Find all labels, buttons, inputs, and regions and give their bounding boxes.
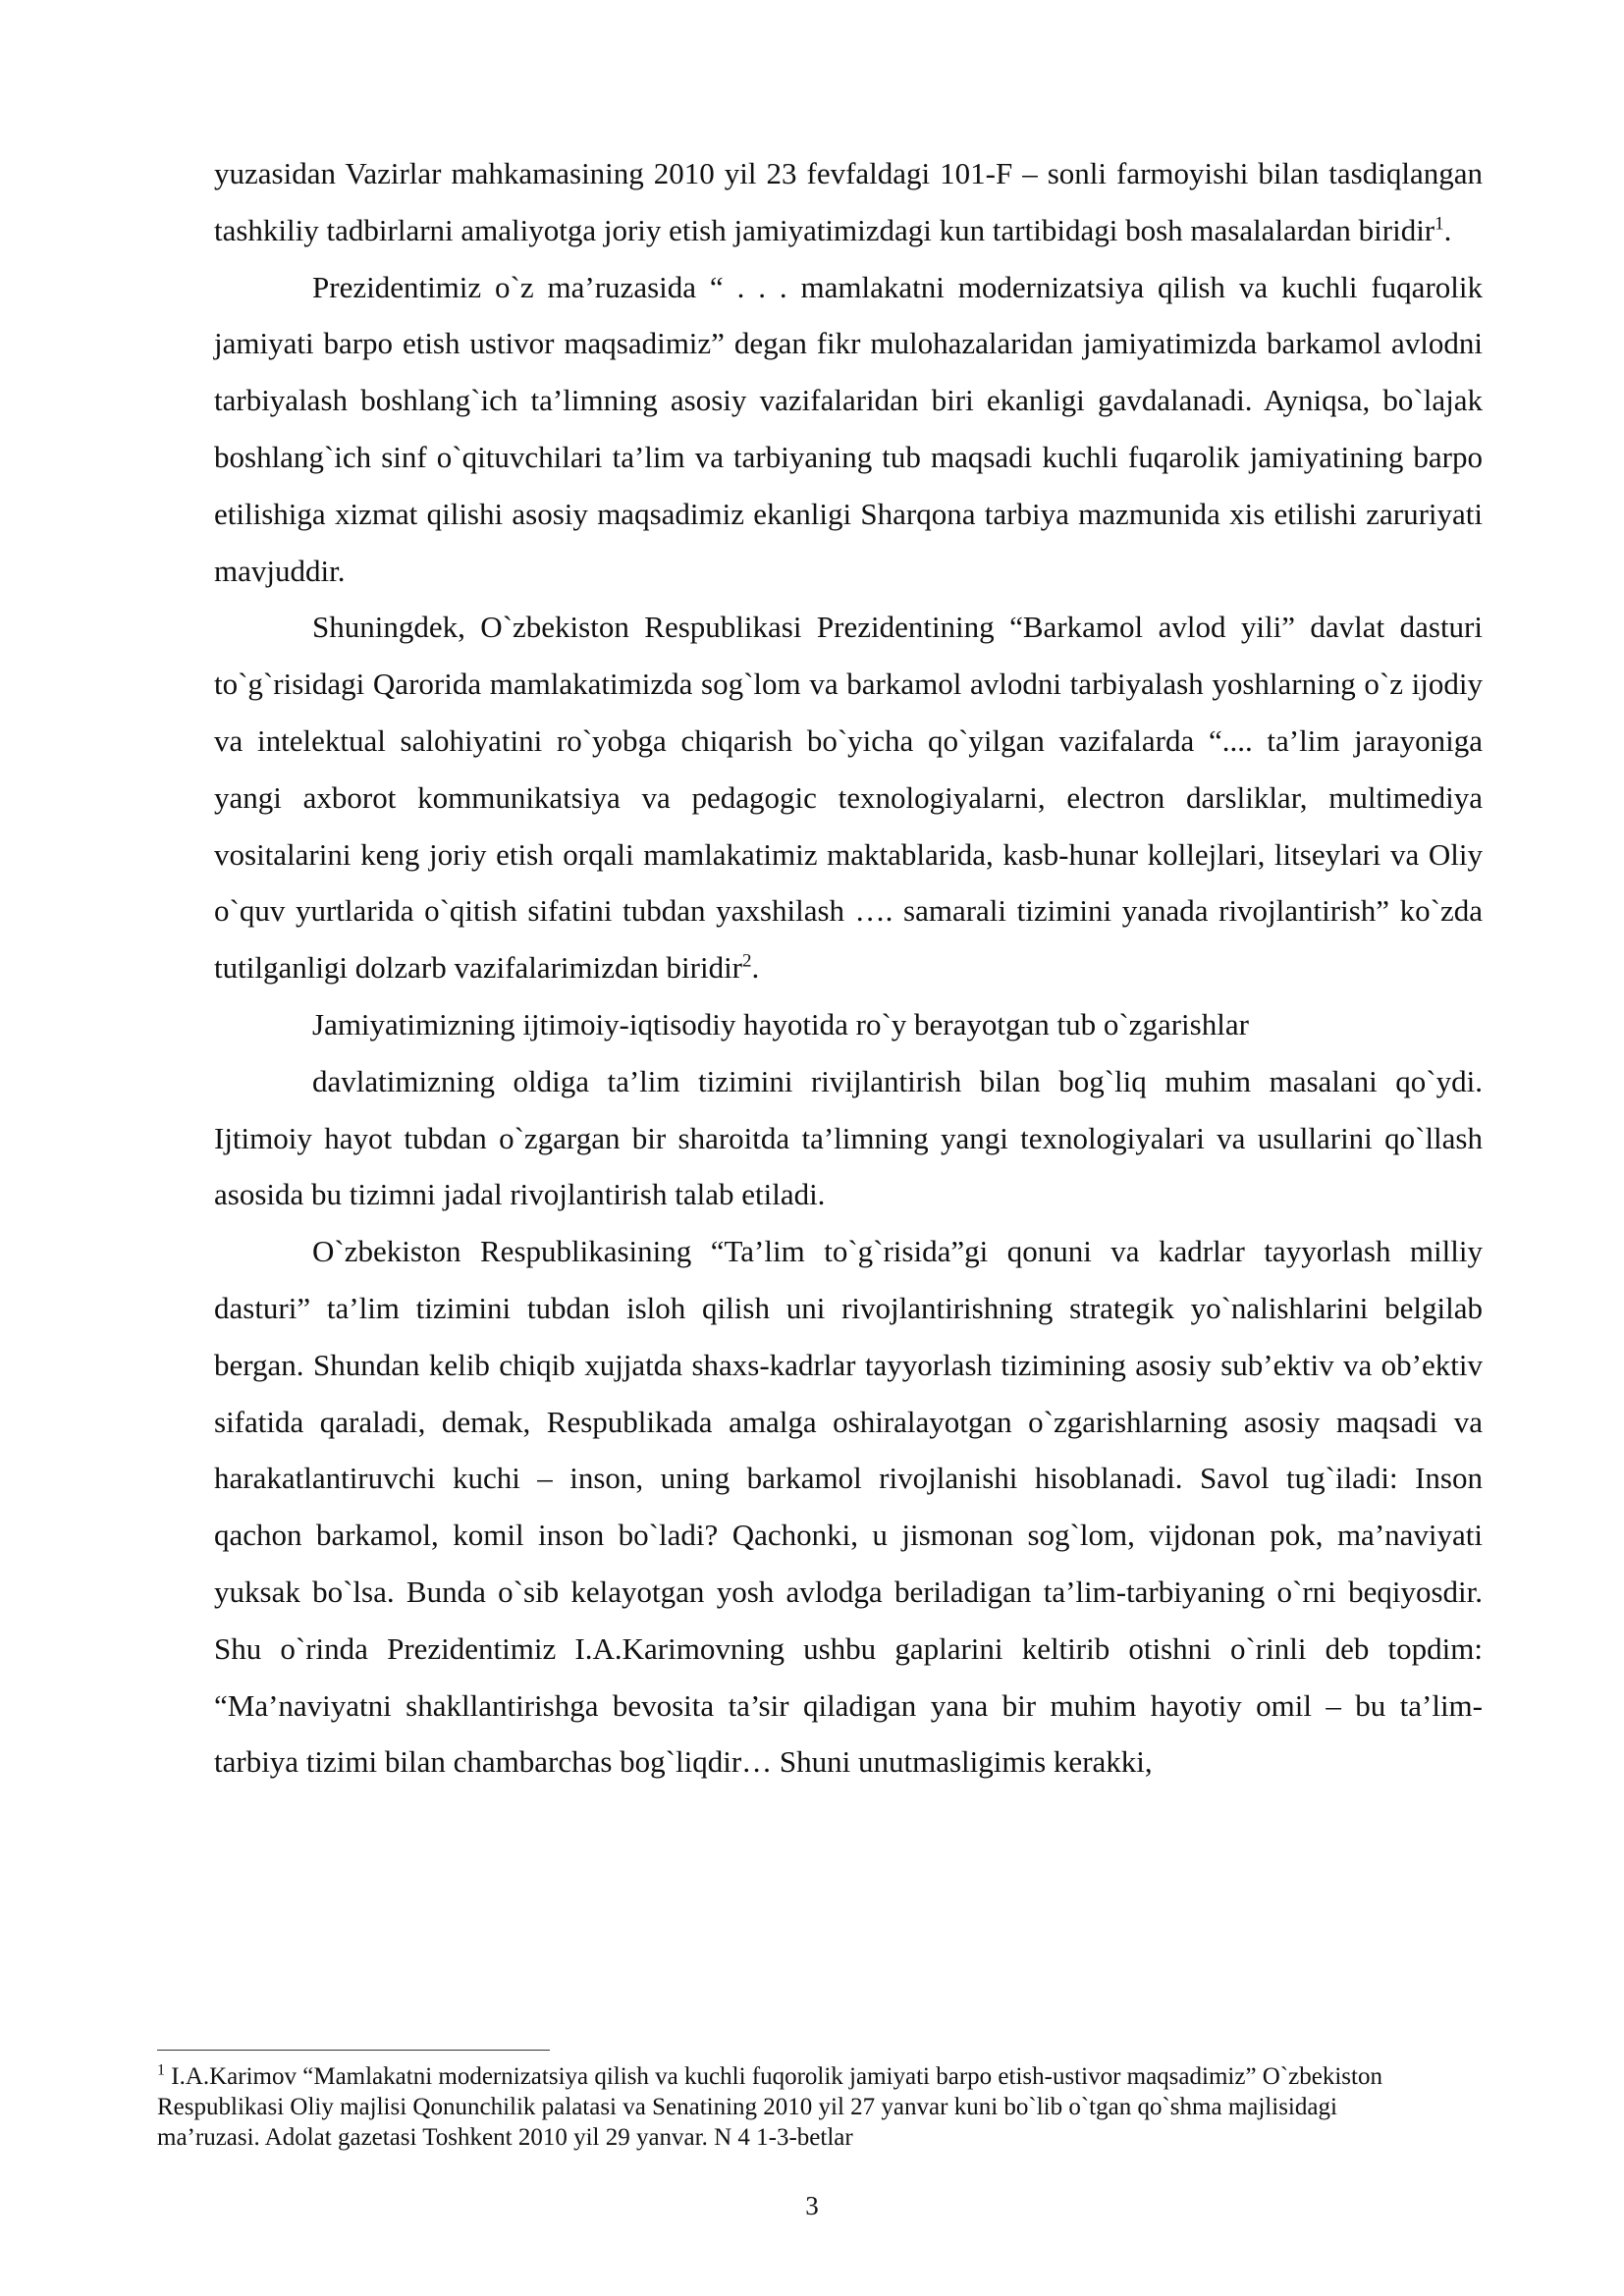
paragraph-1-text: yuzasidan Vazirlar mahkamasining 2010 yil 23 fevfaldagi 101-F – sonli farmoyishi bilan tasdiqlangan tashkiliy tadbirlarni amaliyotga joriy etish jamiyatimizdagi kun tartibidagi bosh masalalardan biridir [214, 156, 1483, 247]
paragraph-3-end: . [751, 950, 760, 986]
paragraph-5: O`zbekiston Respublikasining “Ta’lim to`g`risida”gi qonuni va kadrlar tayyorlash milliy dasturi” ta’lim tizimini tubdan isloh qilish uni rivojlantirishning strategik yo`nalishlarini belgilab bergan. Shundan kelib chiqib xujjatda shaxs-kadrlar tayyorlash tizimining asosiy sub’ektiv va ob’ektiv sifatida qaraladi, demak, Respublikada amalga oshiralayotgan o`zgarishlarning asosiy maqsadi va harakatlantiruvchi kuchi – inson, uning barkamol rivojlanishi hisoblanadi. Savol tug`iladi: Inson qachon barkamol, komil inson bo`ladi? Qachonki, u jismonan sog`lom, vijdonan pok, ma’naviyati yuksak bo`lsa. Bunda o`sib kelayotgan yosh avlodga beriladigan ta’lim-tarbiyaning o`rni beqiyosdir. Shu o`rinda Prezidentimiz I.A.Karimovning ushbu gaplarini keltirib otishni o`rinli deb topdim: “Ma’naviyatni shakllantirishga bevosita ta’sir qiladigan yana bir muhim hayotiy omil – bu ta’lim-tarbiya tizimi bilan chambarchas bog`liqdir… Shuni unutmasligimis kerakki, [214, 1234, 1483, 1780]
footnote-separator [157, 2050, 550, 2051]
page-number: 3 [805, 2191, 819, 2220]
body-text [214, 145, 1483, 1790]
paragraph-1-end: . [1443, 212, 1452, 247]
footnote-ref-2: 2 [742, 950, 752, 972]
paragraph-4-rest: davlatimizning oldiga ta’lim tizimini rivijlantirish bilan bog`liq muhim masalani qo`ydi. Ijtimoiy hayot tubdan o`zgargan bir sharoitda ta’limning yangi texnologiyalari va usullarini qo`llash asosida bu tizimni jadal rivojlantirish talab etiladi. [214, 1063, 1483, 1212]
footnote-1-number: 1 [157, 2061, 165, 2079]
footnotes [157, 2061, 1424, 2153]
footnote-ref-1: 1 [1435, 213, 1444, 235]
paragraph-1 [214, 145, 1483, 259]
paragraph-4-first-line: Jamiyatimizning ijtimoiy-iqtisodiy hayotida ro`y berayotgan tub o`zgarishlar [312, 1006, 1249, 1041]
paragraph-3 [214, 599, 1483, 996]
footnote-1 [157, 2061, 1424, 2153]
paragraph-3-text: Shuningdek, O`zbekiston Respublikasi Prezidentining “Barkamol avlod yili” davlat dasturi to`g`risidagi Qarorida mamlakatimizda sog`lom va barkamol avlodni tarbiyalash yoshlarning o`z ijodiy va intelektual salohiyatini ro`yobga chiqarish bo`yicha qo`yilgan vazifalarda “.... ta’lim jarayoniga yangi axborot kommunikatsiya va pedagogic texnologiyalarni, electron darsliklar, multimediya vositalarini keng joriy etish orqali mamlakatimiz maktablarida, kasb-hunar kollejlari, litseylari va Oliy o`quv yurtlarida o`qitish sifatini tubdan yaxshilash …. samarali tizimini yanada rivojlantirish” ko`zda tutilganligi dolzarb vazifalarimizdan biridir [214, 610, 1483, 986]
footnote-1-text: I.A.Karimov “Mamlakatni modernizatsiya qilish va kuchli fuqorolik jamiyati barpo etish-ustivor maqsadimiz” O`zbekiston Respublikasi Oliy majlisi Qonunchilik palatasi va Senatining 2010 yil 27 yanvar kuni bo`lib o`tgan qo`shma majlisidagi ma’ruzasi. Adolat gazetasi Toshkent 2010 yil 29 yanvar. N 4 1-3-betlar [157, 2063, 1382, 2151]
paragraph-2: Prezidentimiz o`z ma’ruzasida “ . . . mamlakatni modernizatsiya qilish va kuchli fuqarolik jamiyati barpo etish ustivor maqsadimiz” degan fikr mulohazalaridan jamiyatimizda barkamol avlodni tarbiyalash boshlang`ich ta’limning asosiy vazifalaridan biri ekanligi gavdalanadi. Ayniqsa, bo`lajak boshlang`ich sinf o`qituvchilari ta’lim va tarbiyaning tub maqsadi kuchli fuqarolik jamiyatining barpo etilishiga xizmat qilishi asosiy maqsadimiz ekanligi Sharqona tarbiya mazmunida xis etilishi zaruriyati mavjuddir. [214, 269, 1483, 588]
